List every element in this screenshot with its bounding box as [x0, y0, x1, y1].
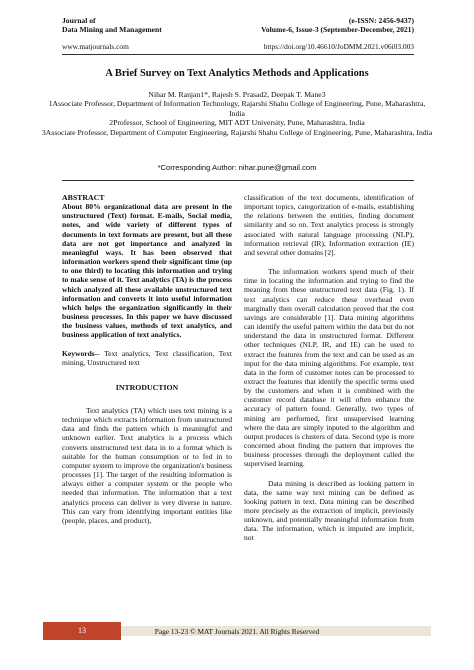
keywords-label: Keywords [62, 348, 95, 358]
keywords-line [62, 349, 232, 367]
author-names: Nihar M. Ranjan1*, Rajesh S. Prasad2, Deepak T. Mane3 [148, 90, 326, 99]
header-rule [62, 54, 414, 55]
keywords-text: -- Text analytics, Text classification, Text mining, Unstructured text [62, 348, 232, 367]
right-column [244, 193, 414, 543]
abstract-body: About 80% organizational data are present in the unstructured (Text) format. E-mails, Social media, notes, and wide variety of different types of documents in text formats are present, but all these data are not got importance and analyzed in meaningful ways. It has been observed that information workers spend their significant time (up to one third) to locating this information and trying to make sense of it. Text analytics (TA) is the process which analyzed all these available unstructured text information and converts it into useful information which helps the organization significantly in their business processes. In this paper we have discussed the business values, methods of text analytics, and business application of text analytics. [62, 202, 232, 340]
introduction-paragraph-1: Text analytics (TA) which uses text mining is a technique which extracts information from unstructured data and finds the pattern which is meaningful and unknown earlier. Text analytics is a process which converts unstructured text data in to a format which is suitable for the human consumption or to fed in to computer system to improve the organization's business processes [1]. The target of the resulting information is always either a computer system or the people who needed that information. The information that a text analytics process can deliver is very diverse in nature. This can vary from identifying important entities like (people, places, and product), [62, 405, 232, 525]
doi-link[interactable]: https://doi.org/10.46610/JoDMM.2021.v06i03.003 [263, 42, 414, 51]
abstract-heading: ABSTRACT [62, 193, 105, 202]
affiliation-1: 1Associate Professor, Department of Information Technology, Rajarshi Shahu College of Engineering, Pune, Maharashtra, India [48, 99, 426, 118]
affiliation-3: 3Associate Professor, Department of Computer Engineering, Rajarshi Shahu College of Engineering, Pune, Maharashtra, India [41, 127, 433, 137]
corresponding-author: *Corresponding Author: nihar.pune@gmail.com [157, 163, 317, 172]
website-link[interactable]: www.matjournals.com [62, 42, 129, 51]
affiliation-2: 2Professor, School of Engineering, MIT ADT University, Pune, Maharashtra, India [109, 118, 365, 128]
author-block [40, 90, 434, 137]
paper-title: A Brief Survey on Text Analytics Methods and Applications [105, 68, 369, 79]
right-paragraph-1: The information workers spend much of their time in locating the information and trying to find the meaning from these unstructured text data (Fig. 1). If text analytics can reduce these overhead even marginally then overall calculation proved that the cost savings are considerable [1]. Data mining algorithms can identify the useful pattern within the data but do not understand the data in unstructured format. Different other techniques (NLP, IR, and IE) can be used to extract the features from the text and can be used as an input for the data mining algorithms. For example, text data in the form of customer notes can be processed to extract the features that identify the specific terms used by the customers and when it is combined with the customer record database it will often enhance the accuracy of pattern found. Generally, two types of mining are performed, first unsupervised learning where the data are simply inputed to the algorithm and output produces is clusters of data. Second type is more concerned about finding the pattern that improves the business processes through the deployment called the supervised learning. [244, 267, 414, 469]
footer-copyright: Page 13-23 © MAT Journals 2021. All Rights Reserved [154, 627, 320, 636]
page-number: 13 [43, 622, 121, 640]
left-column [62, 193, 232, 525]
journal-name [62, 16, 162, 34]
right-paragraph-2: Data mining is described as looking pattern in data, the same way text mining can be defined as looking pattern in text. Data mining can be described more precisely as the extraction of implicit, previously unknown, and potentially meaningful information from data. The information, which is imputed are implicit, not [244, 478, 414, 543]
journal-issue-info [261, 16, 414, 34]
issn: (e-ISSN: 2456-9437) [348, 16, 414, 25]
right-paragraph-0: classification of the text documents, identification of important topics, categorization of e-mails, establishing the relations between the entities, finding document similarity and so on. Text analytics process is strongly associated with natural language processing (NLP), information retrieval (IR), Information extraction (IE) and several other domains [2]. [244, 193, 414, 257]
introduction-heading: INTRODUCTION [115, 382, 179, 392]
journal-line-2: Data Mining and Management [62, 25, 162, 34]
journal-line-1: Journal of [62, 16, 96, 25]
volume-issue: Volume-6, Issue-3 (September-December, 2021) [261, 25, 414, 34]
title-rule [62, 180, 414, 181]
